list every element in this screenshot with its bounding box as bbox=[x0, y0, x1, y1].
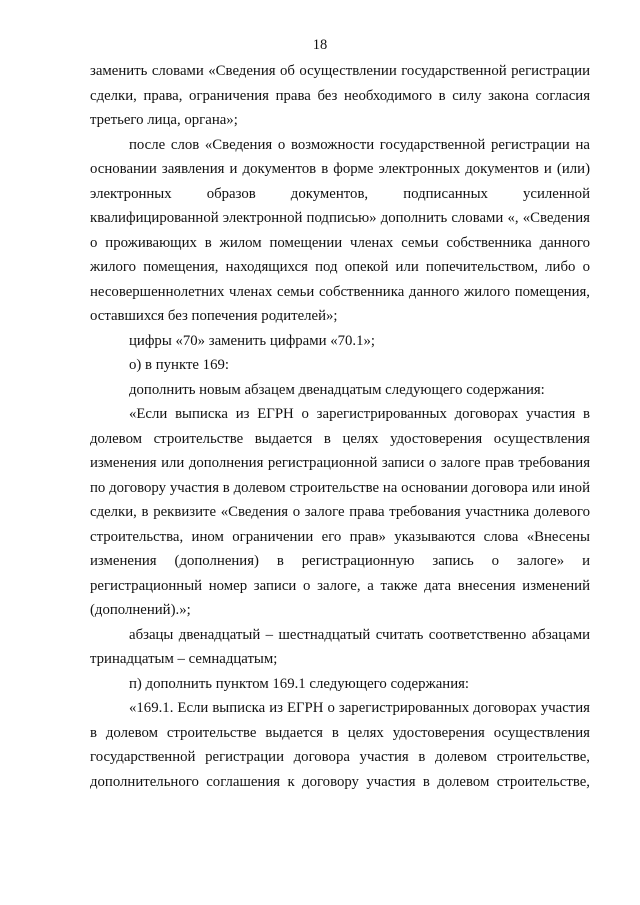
paragraph-replace-words: заменить словами «Сведения об осуществлении государственной регистрации сделки, права, ограничения права без необходимого в силу закона согласия третьего лица, органа»; bbox=[90, 63, 590, 128]
paragraph-item-p: п) дополнить пунктом 169.1 следующего содержания: bbox=[129, 675, 470, 692]
page-number: 18 bbox=[312, 37, 328, 53]
paragraph-quoted-insert: «Если выписка из ЕГРН о зарегистрированных договорах участия в долевом строительстве выдается в целях удостоверения осуществления изменения или дополнения регистрационной записи о залоге прав требования по договору участия в долевом строительстве на основании договора или иной сделки, в реквизите «Сведения о залоге права требования участника долевого строительства, ином ограничении его прав» указываются слова «Внесены изменения (дополнения) в регистрационную запись о залоге» и регистрационный номер записи о залоге, а также дата внесения изменений (дополнений).»; bbox=[90, 406, 590, 618]
document-body bbox=[90, 59, 590, 794]
paragraph-item-o: о) в пункте 169: bbox=[129, 357, 229, 373]
paragraph-item-169-1: «169.1. Если выписка из ЕГРН о зарегистрированных договорах участия в долевом строительстве выдается в целях удостоверения осуществления государственной регистрации договора участия в долевом строительстве, дополнительного соглашения к договору участия в долевом строительстве, bbox=[90, 700, 590, 790]
paragraph-replace-digits: цифры «70» заменить цифрами «70.1»; bbox=[129, 332, 376, 349]
paragraph-after-words: после слов «Сведения о возможности государственной регистрации на основании заявления и документов в форме электронных документов и (или) электронных образов документов, подписанных усиленной квалифицированной электронной подписью» дополнить словами «, «Сведения о проживающих в жилом помещении членах семьи собственника данного жилого помещения, находящихся под опекой или попечительством, либо о несовершеннолетних членах семьи собственника данного жилого помещения, оставшихся без попечения родителей»; bbox=[90, 136, 590, 324]
paragraph-add-twelfth: дополнить новым абзацем двенадцатым следующего содержания: bbox=[129, 381, 545, 398]
paragraph-renumber: абзацы двенадцатый – шестнадцатый считать соответственно абзацами тринадцатым – семнадцатым; bbox=[90, 626, 590, 667]
